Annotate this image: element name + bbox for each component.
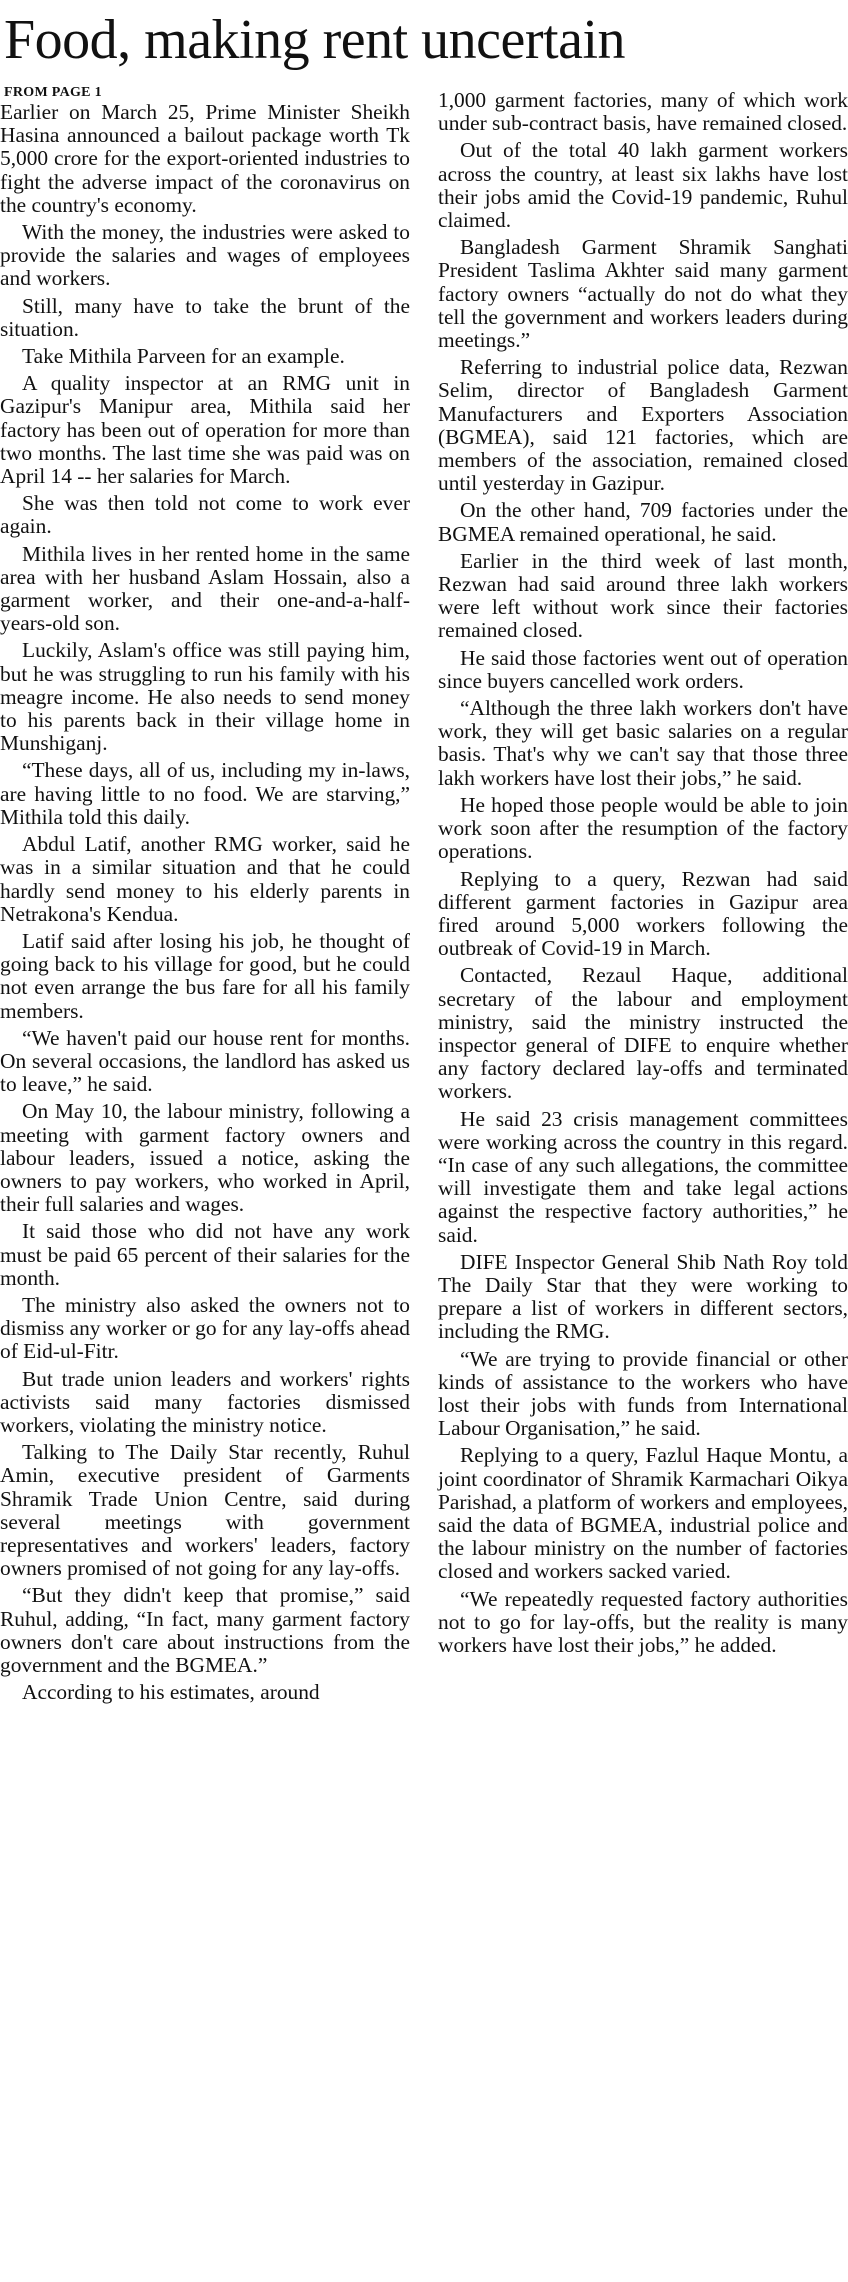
dateline: FROM PAGE 1 [4, 85, 102, 100]
paragraph: “Although the three lakh workers don't have work, they will get basic salaries on a regular basis. That's why we can't say that those three lakh workers have lost their jobs,” he said. [438, 696, 848, 790]
paragraph: 1,000 garment factories, many of which work under sub-contract basis, have remained closed. [438, 88, 848, 136]
right-column [438, 89, 848, 1661]
paragraph: “We are trying to provide financial or other kinds of assistance to the workers who have lost their jobs with funds from International Labour Organisation,” he said. [438, 1346, 848, 1441]
paragraph: On May 10, the labour ministry, following a meeting with garment factory owners and labour leaders, issued a notice, asking the owners to pay workers, who worked in April, their full salaries and wages. [0, 1099, 410, 1217]
paragraph: Bangladesh Garment Shramik Sanghati President Taslima Akhter said many garment factory owners “actually do not do what they tell the government and workers leaders during meetings.” [438, 235, 848, 353]
paragraph: Mithila lives in her rented home in the same area with her husband Aslam Hossain, also a garment worker, and their one-and-a-half-years-old son. [0, 541, 410, 636]
paragraph: It said those who did not have any work must be paid 65 percent of their salaries for the month. [0, 1219, 410, 1290]
paragraph: Luckily, Aslam's office was still paying him, but he was struggling to run his family with his meagre income. He also needs to send money to his parents back in their village home in Munshiganj. [0, 638, 410, 756]
paragraph: He said those factories went out of operation since buyers cancelled work orders. [438, 645, 848, 693]
paragraph: Take Mithila Parveen for an example. [22, 344, 345, 369]
paragraph: “We repeatedly requested factory authorities not to go for lay-offs, but the reality is many workers have lost their jobs,” he added. [438, 1586, 848, 1657]
left-column [0, 101, 410, 1708]
paragraph: With the money, the industries were asked to provide the salaries and wages of employees and workers. [0, 220, 410, 291]
paragraph: Abdul Latif, another RMG worker, said he was in a similar situation and that he could hardly send money to his elderly parents in Netrakona's Kendua. [0, 832, 410, 926]
paragraph: “We haven't paid our house rent for months. On several occasions, the landlord has asked us to leave,” he said. [0, 1025, 410, 1097]
paragraph: He hoped those people would be able to join work soon after the resumption of the factory operations. [438, 792, 848, 864]
paragraph: Replying to a query, Rezwan had said different garment factories in Gazipur area fired around 5,000 workers following the outbreak of Covid-19 in March. [438, 866, 848, 961]
paragraph: Still, many have to take the brunt of the situation. [0, 293, 410, 341]
paragraph: DIFE Inspector General Shib Nath Roy told The Daily Star that they were working to prepare a list of workers in different sectors, including the RMG. [438, 1249, 848, 1344]
paragraph: Out of the total 40 lakh garment workers across the country, at least six lakhs have lost their jobs amid the Covid-19 pandemic, Ruhul claimed. [438, 138, 848, 233]
paragraph: But trade union leaders and workers' rights activists said many factories dismissed workers, violating the ministry notice. [0, 1366, 410, 1437]
headline: Food, making rent uncertain [4, 9, 626, 71]
paragraph: He said 23 crisis management committees were working across the country in this regard. “In case of any such allegations, the committee will investigate them and take legal actions against the respective factory authorities,” he said. [438, 1106, 848, 1247]
paragraph: The ministry also asked the owners not to dismiss any worker or go for any lay-offs ahead of Eid-ul-Fitr. [0, 1292, 410, 1364]
paragraph: Replying to a query, Fazlul Haque Montu, a joint coordinator of Shramik Karmachari Oikya Parishad, a platform of workers and employees, said the data of BGMEA, industrial police and the labour ministry on the number of factories closed and workers sacked varied. [438, 1443, 848, 1584]
paragraph: “These days, all of us, including my in-laws, are having little to no food. We are starving,” Mithila told this daily. [0, 758, 410, 829]
paragraph: Earlier in the third week of last month, Rezwan had said around three lakh workers were left without work since their factories remained closed. [438, 548, 848, 643]
paragraph: Contacted, Rezaul Haque, additional secretary of the labour and employment ministry, said the ministry instructed the inspector general of DIFE to enquire whether any factory declared lay-offs and terminated workers. [438, 963, 848, 1104]
paragraph: According to his estimates, around [22, 1680, 320, 1705]
paragraph: She was then told not come to work ever again. [0, 491, 410, 539]
paragraph: Talking to The Daily Star recently, Ruhul Amin, executive president of Garments Shramik Trade Union Centre, said during several meetings with government representatives and workers' leaders, factory owners promised of not going for any lay-offs. [0, 1440, 410, 1581]
paragraph: Referring to industrial police data, Rezwan Selim, director of Bangladesh Garment Manufacturers and Exporters Association (BGMEA), said 121 factories, which are members of the association, remained closed until yesterday in Gazipur. [438, 355, 848, 496]
paragraph: “But they didn't keep that promise,” said Ruhul, adding, “In fact, many garment factory owners don't care about instructions from the government and the BGMEA.” [0, 1583, 410, 1677]
paragraph: Latif said after losing his job, he thought of going back to his village for good, but he could not even arrange the bus fare for all his family members. [0, 928, 410, 1023]
paragraph: A quality inspector at an RMG unit in Gazipur's Manipur area, Mithila said her factory has been out of operation for more than two months. The last time she was paid was on April 14 -- her salaries for March. [0, 371, 410, 489]
paragraph: Earlier on March 25, Prime Minister Sheikh Hasina announced a bailout package worth Tk 5,000 crore for the export-oriented industries to fight the adverse impact of the coronavirus on the country's economy. [0, 100, 410, 217]
paragraph: On the other hand, 709 factories under the BGMEA remained operational, he said. [438, 498, 848, 546]
